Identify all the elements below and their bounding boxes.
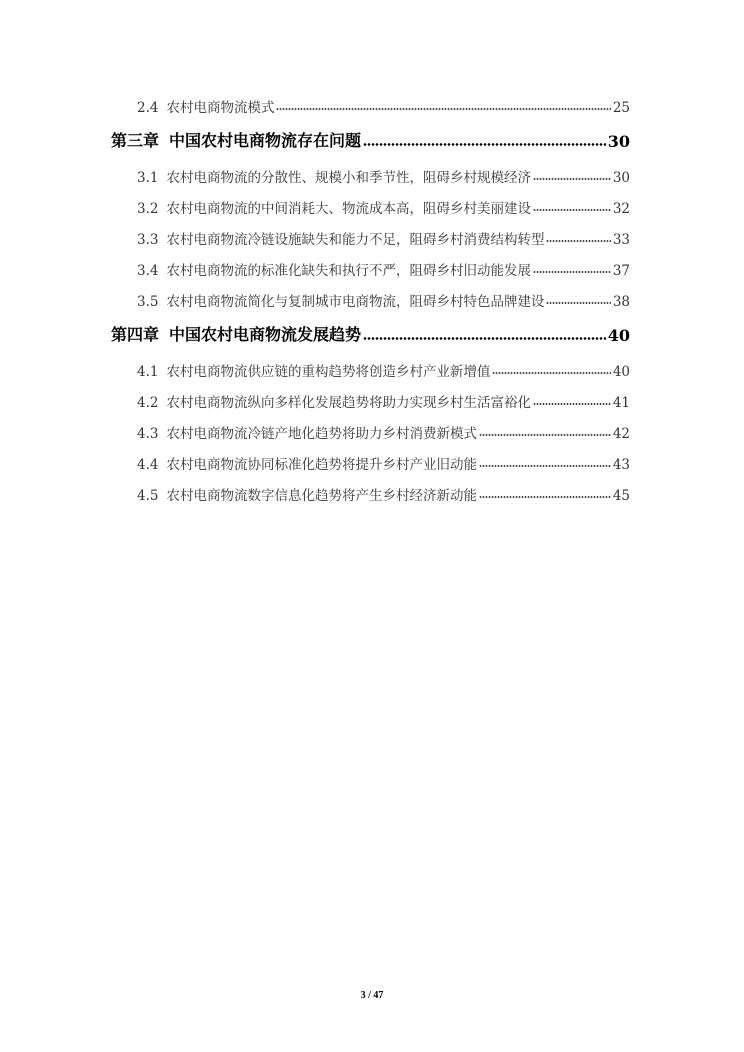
toc-entry-3-4[interactable]	[0, 255, 744, 279]
toc-leader-dots	[479, 486, 611, 500]
toc-entry-title: 农村电商物流模式	[166, 100, 275, 116]
toc-leader-dots	[363, 327, 606, 341]
toc-entry-2-4[interactable]	[0, 92, 744, 116]
toc-entry-title: 农村电商物流的分散性、规模小和季节性，阻碍乡村规模经济	[166, 170, 531, 186]
toc-chapter-3[interactable]	[0, 127, 744, 151]
toc-entry-4-3[interactable]	[0, 418, 744, 442]
toc-entry-number: 2.4	[137, 100, 159, 116]
toc-entry-page: 25	[612, 100, 630, 116]
toc-entry-number: 3.2	[137, 201, 159, 217]
toc-entry-4-1[interactable]	[0, 356, 744, 380]
toc-leader-dots	[479, 455, 611, 469]
toc-entry-number: 4.5	[137, 488, 159, 504]
toc-entry-title: 农村电商物流冷链产地化趋势将助力乡村消费新模式	[166, 426, 477, 442]
toc-entry-number: 3.5	[137, 294, 159, 310]
toc-chapter-page: 30	[607, 132, 630, 151]
toc-entry-title: 农村电商物流数字信息化趋势将产生乡村经济新动能	[166, 488, 477, 504]
toc-entry-page: 41	[612, 395, 630, 411]
toc-entry-title: 农村电商物流供应链的重构趋势将创造乡村产业新增值	[166, 364, 491, 380]
toc-entry-page: 45	[612, 488, 630, 504]
toc-entry-title: 农村电商物流简化与复制城市电商物流，阻碍乡村特色品牌建设	[166, 294, 545, 310]
toc-entry-page: 30	[612, 170, 630, 186]
toc-entry-4-4[interactable]	[0, 449, 744, 473]
toc-entry-page: 38	[612, 294, 630, 310]
page-footer	[0, 990, 744, 1001]
toc-chapter-title: 中国农村电商物流发展趋势	[169, 325, 362, 344]
toc-entry-3-1[interactable]	[0, 162, 744, 186]
toc-leader-dots	[492, 362, 610, 376]
page-indicator: 3 / 47	[360, 990, 384, 1001]
toc-entry-number: 3.4	[137, 263, 159, 279]
toc-entry-title: 农村电商物流的中间消耗大、物流成本高，阻碍乡村美丽建设	[166, 201, 531, 217]
toc-chapter-number: 第四章	[111, 325, 160, 344]
toc-leader-dots	[533, 393, 611, 407]
toc-entry-title: 农村电商物流的标准化缺失和执行不严，阻碍乡村旧动能发展	[166, 263, 531, 279]
toc-entry-4-2[interactable]	[0, 387, 744, 411]
toc-chapter-title: 中国农村电商物流存在问题	[169, 131, 362, 150]
toc-entry-3-2[interactable]	[0, 193, 744, 217]
toc-entry-title: 农村电商物流冷链设施缺失和能力不足，阻碍乡村消费结构转型	[166, 232, 545, 248]
toc-chapter-number: 第三章	[111, 131, 160, 150]
toc-leader-dots	[533, 168, 611, 182]
toc-entry-number: 4.2	[137, 395, 159, 411]
toc-leader-dots	[479, 424, 611, 438]
toc-chapter-page: 40	[607, 326, 630, 345]
toc-entry-page: 43	[612, 457, 630, 473]
toc-entry-4-5[interactable]	[0, 480, 744, 504]
toc-entry-page: 42	[612, 426, 630, 442]
toc-chapter-4[interactable]	[0, 321, 744, 345]
toc-entry-number: 4.4	[137, 457, 159, 473]
toc-leader-dots	[546, 230, 610, 244]
toc-leader-dots	[533, 261, 611, 275]
toc-entry-page: 32	[612, 201, 630, 217]
toc-entry-page: 33	[612, 232, 630, 248]
toc-entry-page: 40	[612, 364, 630, 380]
toc-entry-page: 37	[612, 263, 630, 279]
toc-leader-dots	[363, 133, 606, 147]
toc-entry-number: 3.1	[137, 170, 159, 186]
toc-entry-title: 农村电商物流协同标准化趋势将提升乡村产业旧动能	[166, 457, 477, 473]
toc-leader-dots	[546, 292, 610, 306]
toc-entry-title: 农村电商物流纵向多样化发展趋势将助力实现乡村生活富裕化	[166, 395, 531, 411]
toc-entry-number: 3.3	[137, 232, 159, 248]
toc-leader-dots	[276, 98, 610, 112]
toc-entry-number: 4.3	[137, 426, 159, 442]
toc-entry-3-5[interactable]	[0, 286, 744, 310]
toc-leader-dots	[533, 199, 611, 213]
toc-entry-3-3[interactable]	[0, 224, 744, 248]
toc-entry-number: 4.1	[137, 364, 159, 380]
